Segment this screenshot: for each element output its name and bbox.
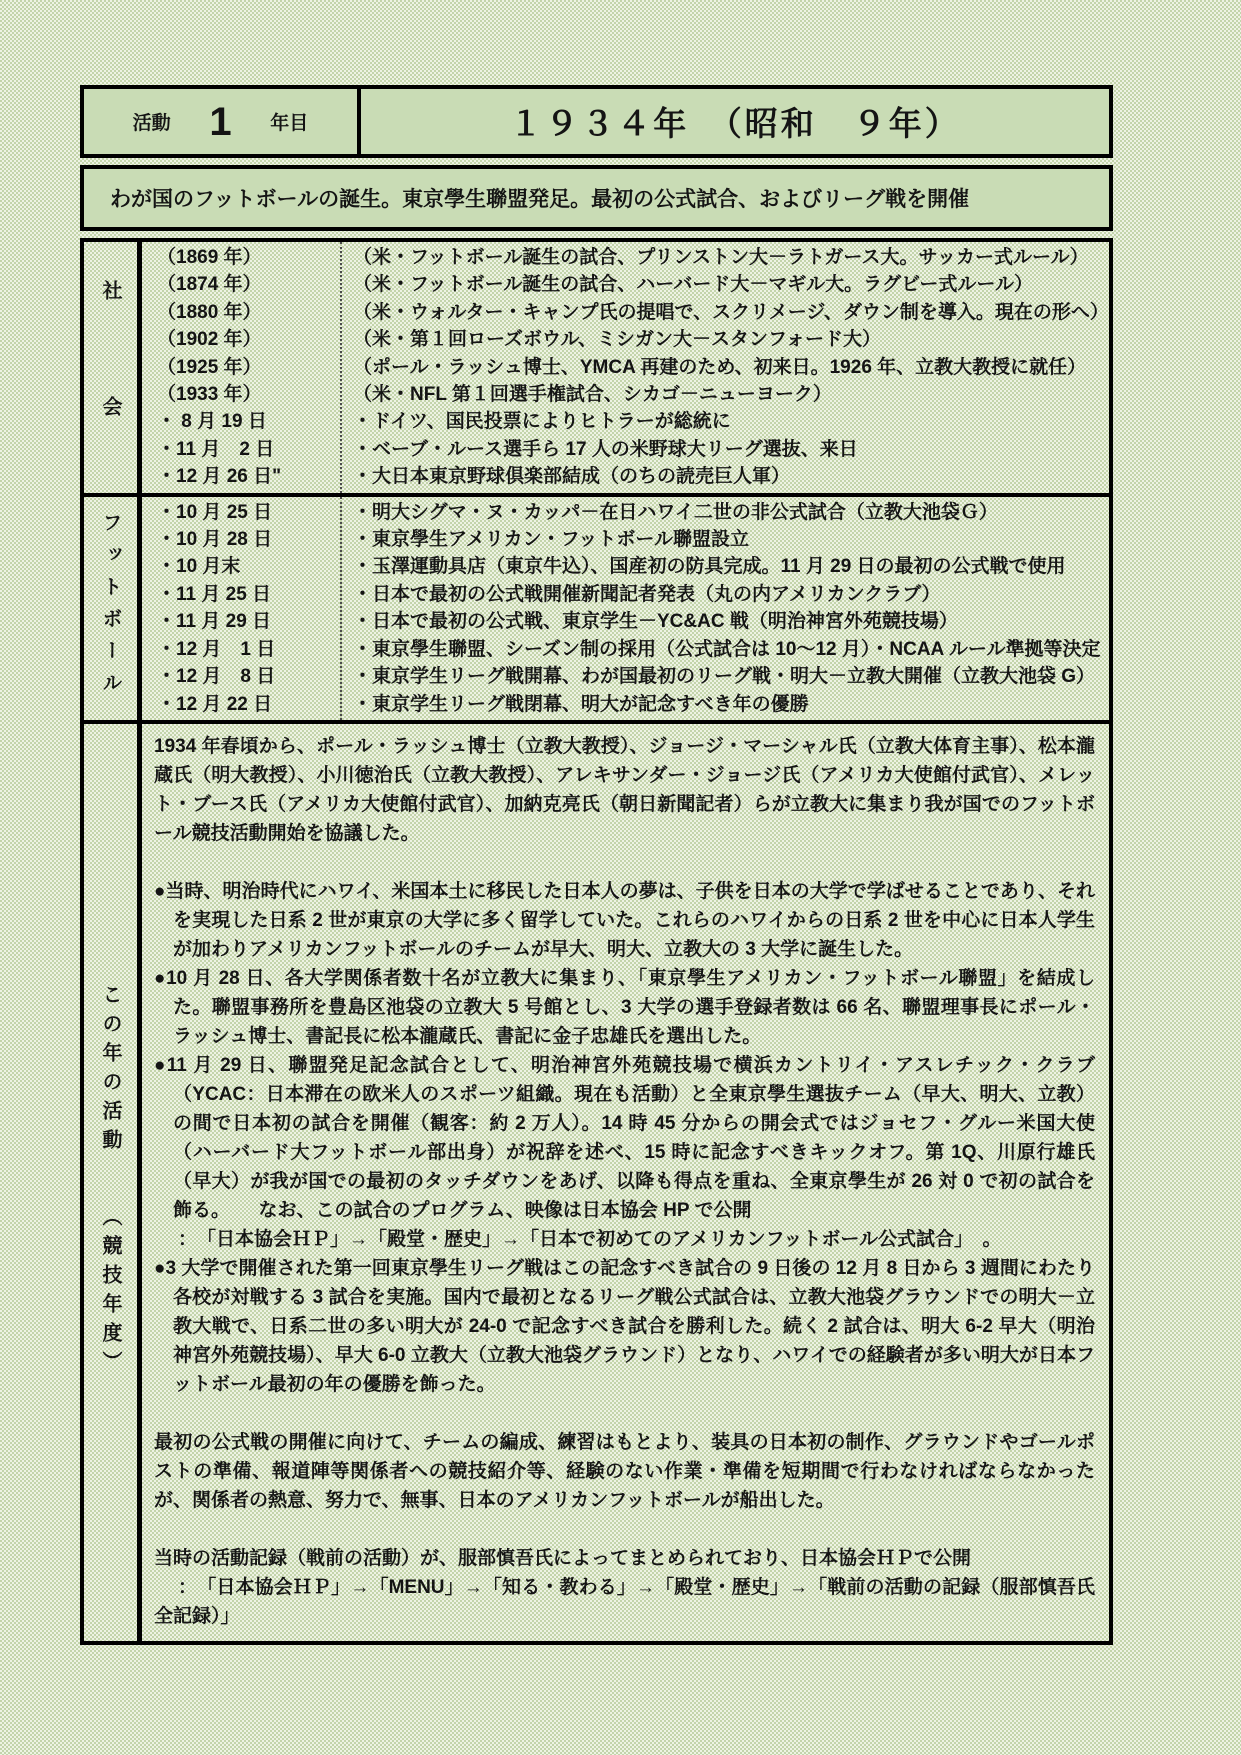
paragraph: 当時の活動記録（戦前の活動）が、服部慎吾氏によってまとめられており、日本協会ＨＰで公開 xyxy=(154,1547,972,1569)
row-event: ・日本で最初の公式戦開催新聞記者発表（丸の内アメリカンクラブ） xyxy=(353,583,941,605)
section-football xyxy=(84,493,1109,720)
row-date: （1925 年） xyxy=(157,356,262,378)
row-date: ・11 月 2 日 xyxy=(157,438,275,460)
row-date: ・10 月 25 日 xyxy=(157,501,273,523)
paragraph: 1934 年春頃から、ポール・ラッシュ博士（立教大教授）、ジョージ・マーシャル氏（立教大体育主事）、松本瀧蔵氏（明大教授）、小川徳治氏（立教大教授）、アレキサンダー・ジョージ氏（アメリカ大使館付武官）、メレット・ブース氏（アメリカ大使館付武官）、加納克亮氏（朝日新聞記者）らが立教大に集まり我が国でのフットボール競技活動開始を協議した。 xyxy=(154,735,1095,844)
row-date: ・12 月 22 日 xyxy=(157,693,273,715)
timeline-row xyxy=(142,636,1109,663)
column-divider-dotted xyxy=(340,497,342,720)
paragraph-spacer xyxy=(154,1515,1095,1544)
bullet-paragraph: ●10 月 28 日、各大学関係者数十名が立教大に集まり、「東京學生アメリカン・フットボール聯盟」を結成した。聯盟事務所を豊島区池袋の立教大 5 号館とし、3 大学の選手登録者数は 66 名、聯盟理事長にポール・ラッシュ博士、書記長に松本瀧蔵氏、書記に金子忠雄氏を選出した。 xyxy=(154,967,1095,1047)
row-event: （米・ウォルター・キャンプ氏の提唱で、スクリメージ、ダウン制を導入。現在の形へ） xyxy=(353,301,1109,323)
activity-paragraphs xyxy=(142,724,1109,1641)
activity-label: 活動 xyxy=(132,113,171,134)
activity-year-cell xyxy=(84,89,361,154)
timeline-row xyxy=(142,326,1109,353)
row-date: ・12 月 8 日 xyxy=(157,666,276,688)
row-date: （1902 年） xyxy=(157,329,262,351)
row-event: （米・フットボール誕生の試合、ハーバード大－マギル大。ラグビー式ルール） xyxy=(353,274,1034,296)
header-table xyxy=(80,85,1113,158)
row-event: （米・フットボール誕生の試合、プリンストン大－ラトガース大。サッカー式ルール） xyxy=(353,247,1089,268)
row-event: ・明大シグマ・ヌ・カッパ－在日ハワイ二世の非公式試合（立教大池袋Ｇ） xyxy=(353,501,998,523)
timeline-row xyxy=(142,381,1109,408)
timeline-row xyxy=(142,299,1109,326)
row-date: ・11 月 25 日 xyxy=(157,583,272,605)
timeline-row xyxy=(142,436,1109,463)
row-date: （1869 年） xyxy=(157,247,262,268)
row-date: （1933 年） xyxy=(157,384,262,406)
timeline-row xyxy=(142,499,1109,526)
section-society-label-cell xyxy=(84,242,142,493)
timeline-row xyxy=(142,354,1109,381)
section-society-label: 社 会 xyxy=(99,280,121,455)
hp-path-line: ： 「日本協会ＨＰ」→「殿堂・歴史」→「日本で初めてのアメリカンフットボール公式試合」 。 xyxy=(178,1228,1002,1250)
row-date: ・10 月末 xyxy=(157,556,241,578)
section-activity-label-cell xyxy=(84,724,142,1641)
section-football-label: フットボール xyxy=(99,512,121,705)
row-date: ・12 月 1 日 xyxy=(157,638,276,660)
row-event: ・玉澤運動具店（東京牛込）、国産初の防具完成。11 月 29 日の最初の公式戦で使用 xyxy=(353,556,1066,578)
timeline-row xyxy=(142,408,1109,435)
society-rows xyxy=(142,242,1109,493)
timeline-row xyxy=(142,244,1109,271)
timeline-row xyxy=(142,581,1109,608)
timeline-row xyxy=(142,663,1109,690)
row-date: ・10 月 28 日 xyxy=(157,529,273,551)
activity-year-suffix: 年目 xyxy=(270,113,309,134)
row-event: ・東京學生アメリカン・フットボール聯盟設立 xyxy=(353,529,749,551)
column-divider-dotted xyxy=(340,242,342,493)
row-event: ・東京學生聯盟、シーズン制の採用（公式試合は 10～12 月）・NCAA ルール準拠等決定 xyxy=(353,638,1101,660)
row-event: ・ドイツ、国民投票によりヒトラーが総統に xyxy=(353,411,731,433)
year-title: １９３４年 （昭和 ９年） xyxy=(509,105,961,142)
activity-year-number: 1 xyxy=(209,99,232,144)
row-date: ・12 月 26 日" xyxy=(157,466,282,488)
document-sheet xyxy=(80,85,1113,1645)
timeline-row xyxy=(142,526,1109,553)
row-event: （米・NFL 第１回選手権試合、シカゴ－ニューヨーク） xyxy=(353,384,832,406)
section-society xyxy=(84,242,1109,493)
row-date: ・11 月 29 日 xyxy=(157,611,272,633)
paragraph-spacer xyxy=(154,1399,1095,1428)
timeline-row xyxy=(142,553,1109,580)
row-date: （1880 年） xyxy=(157,301,262,323)
section-activity xyxy=(84,720,1109,1641)
row-event: ・東京学生リーグ戦閉幕、明大が記念すべき年の優勝 xyxy=(353,693,809,715)
timeline-row xyxy=(142,271,1109,298)
row-event: ・ベーブ・ルース選手ら 17 人の米野球大リーグ選抜、来日 xyxy=(353,438,858,460)
row-event: （ポール・ラッシュ博士、YMCA 再建のため、初来日。1926 年、立教大教授に就任） xyxy=(353,356,1087,378)
paragraph: 最初の公式戦の開催に向けて、チームの編成、練習はもとより、装具の日本初の制作、グラウンドやゴールポストの準備、報道陣等関係者への競技紹介等、経験のない作業・準備を短期間で行わなければならなかったが、関係者の熱意、努力で、無事、日本のアメリカンフットボールが船出した。 xyxy=(154,1431,1095,1511)
row-event: （米・第１回ローズボウル、ミシガン大－スタンフォード大） xyxy=(353,329,882,351)
football-rows xyxy=(142,497,1109,720)
timeline-row xyxy=(142,463,1109,490)
main-table xyxy=(80,238,1113,1645)
era-subtitle: わが国のフットボールの誕生。東京學生聯盟発足。最初の公式試合、およびリーグ戦を開催 xyxy=(80,165,1113,231)
section-football-label-cell xyxy=(84,497,142,720)
row-event: ・日本で最初の公式戦、東京学生－YC&AC 戦（明治神宮外苑競技場） xyxy=(353,611,958,633)
timeline-row xyxy=(142,691,1109,718)
bullet-paragraph: ●当時、明治時代にハワイ、米国本土に移民した日本人の夢は、子供を日本の大学で学ばせることであり、それを実現した日系 2 世が東京の大学に多く留学していた。これらのハワイからの日系 2 世を中心に日本人学生が加わりアメリカンフットボールのチームが早大、明大、立教大の 3 大学に誕生した。 xyxy=(154,880,1095,960)
row-event: ・東京学生リーグ戦開幕、わが国最初のリーグ戦・明大－立教大開催（立教大池袋 G） xyxy=(353,666,1096,688)
row-date: ・ 8 月 19 日 xyxy=(157,411,267,433)
hp-path-line: ： 「日本協会ＨＰ」→「MENU」→「知る・教わる」→「殿堂・歴史」→「戦前の活動の記録（服部慎吾氏全記録）」 xyxy=(154,1576,1095,1627)
row-event: ・大日本東京野球倶楽部結成（のちの読売巨人軍） xyxy=(353,466,791,488)
bullet-paragraph: ●3 大学で開催された第一回東京學生リーグ戦はこの記念すべき試合の 9 日後の 12 月 8 日から 3 週間にわたり各校が対戦する 3 試合を実施。国内で最初となるリーグ戦公式試合は、立教大池袋グラウンドでの明大－立教大戦で、日系二世の多い明大が 24-0 で記念すべき試合を勝利した。続く 2 試合は、明大 6-2 早大（明治神宮外苑競技場）、早大 6-0 立教大（立教大池袋グラウンド）となり、ハワイでの経験者が多い明大が日本フットボール最初の年の優勝を飾った。 xyxy=(154,1257,1095,1395)
bullet-paragraph: ●11 月 29 日、聯盟発足記念試合として、明治神宮外苑競技場で横浜カントリイ・アスレチック・クラブ（YCAC：日本滞在の欧米人のスポーツ組織。現在も活動）と全東京學生選抜チーム（早大、明大、立教）の間で日本初の試合を開催（観客：約 2 万人）。14 時 45 分からの開会式ではジョセフ・グルー米国大使（ハーバード大フットボール部出身）が祝辞を述べ、15 時に記念すべきキックオフ。第 1Q、川原行雄氏（早大）が我が国での最初のタッチダウンをあげ、以降も得点を重ね、全東京學生が 26 対 0 で初の試合を飾る。 なお、この試合のプログラム、映像は日本協会 HP で公開 xyxy=(154,1054,1095,1221)
paragraph-spacer xyxy=(154,848,1095,877)
section-activity-label: この年の活動 （競技年度） xyxy=(99,984,121,1381)
timeline-row xyxy=(142,608,1109,635)
row-date: （1874 年） xyxy=(157,274,262,296)
